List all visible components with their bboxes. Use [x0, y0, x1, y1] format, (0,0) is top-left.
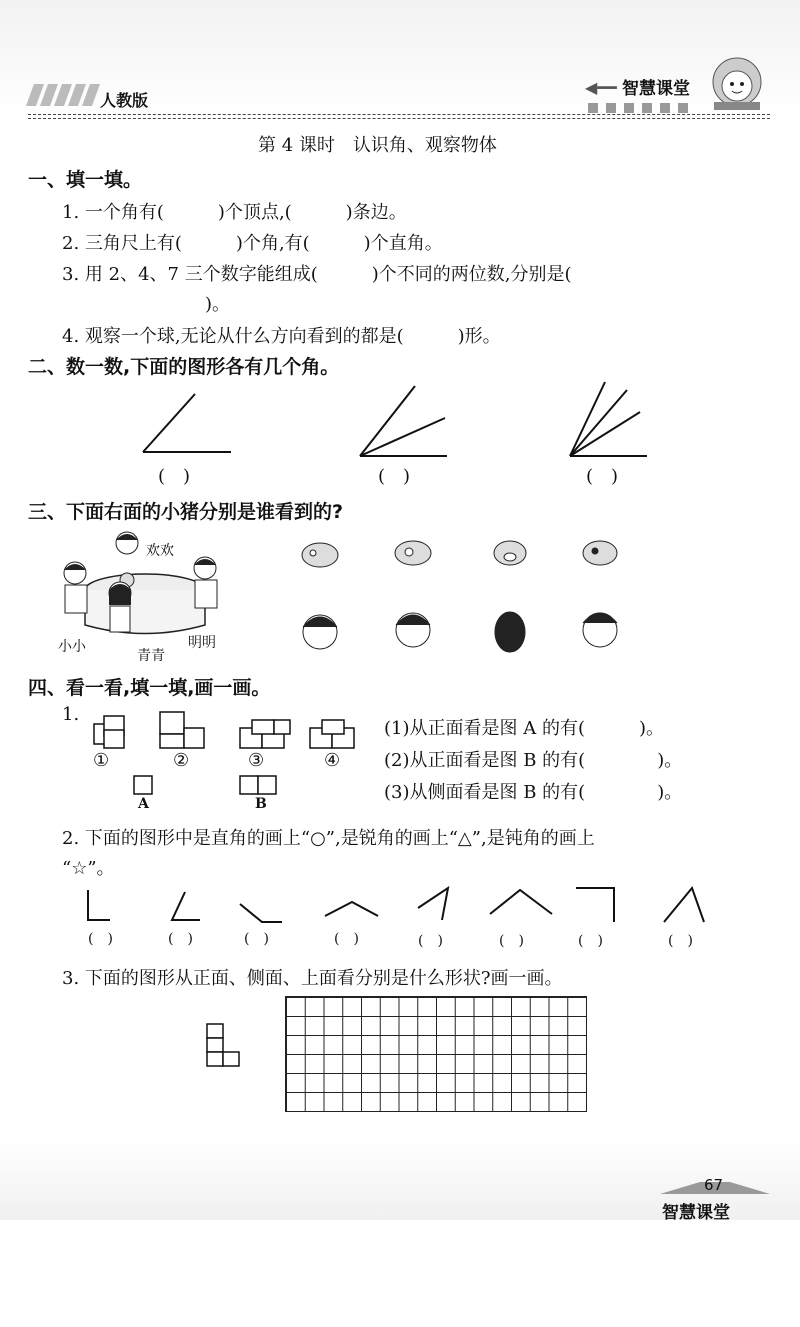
header-stripes [30, 84, 100, 110]
s4-q1-number: 1. [62, 704, 80, 725]
s4-q1-item-3: (3)从侧面看是图 B 的有( )。 [384, 782, 683, 803]
angle-figure-1 [143, 394, 231, 452]
angle-figure-a [88, 890, 110, 920]
cube-figure-1-icon [94, 716, 124, 748]
section4-title: 四、看一看,填一填,画一画。 [28, 677, 271, 699]
figure-label-3: ③ [248, 750, 265, 771]
view-a-square-icon [134, 776, 152, 794]
angle-type-blank-7[interactable]: ( ) [578, 933, 603, 949]
cube-figure-4-icon [310, 720, 354, 748]
view-label-a: A [138, 796, 149, 812]
angle-figure-e [418, 888, 448, 920]
angle-type-blank-4[interactable]: ( ) [334, 931, 359, 947]
header-divider [28, 114, 770, 115]
view-b-squares-icon [240, 776, 276, 794]
drawing-grid[interactable] [285, 996, 587, 1112]
section3-title: 三、下面右面的小猪分别是谁看到的? [28, 501, 344, 523]
name-huanhuan: 欢欢 [146, 543, 174, 559]
angle-figure-f [490, 890, 552, 914]
angle-figure-b [172, 892, 200, 920]
angle-figure-d [325, 902, 378, 916]
lesson-title: 第 4 课时 认识角、观察物体 [258, 135, 497, 156]
angle-figure-3 [570, 382, 647, 456]
figure-label-1: ① [93, 750, 110, 771]
angle-figure-h [664, 888, 704, 922]
pig-view-4-icon [583, 541, 617, 565]
pig-and-face-views [295, 535, 635, 665]
mascot-girl-icon [706, 54, 768, 112]
angle-type-figures [80, 882, 720, 930]
s1-question-3-cont: )。 [205, 294, 231, 315]
face-2-icon [396, 613, 430, 647]
angle-figure-2 [360, 386, 447, 456]
arrow-icon: ◀━━ [585, 78, 617, 97]
pig-view-2-icon [395, 541, 431, 565]
s1-question-1: 1. 一个角有( )个顶点,( )条边。 [62, 202, 407, 223]
s4-q1-item-1: (1)从正面看是图 A 的有( )。 [384, 718, 664, 739]
face-4-icon [583, 613, 617, 647]
angle-figure-g [576, 888, 614, 922]
pig-view-1-icon [302, 543, 338, 567]
name-mingming: 明明 [188, 635, 216, 651]
s1-question-4: 4. 观察一个球,无论从什么方向看到的都是( )形。 [62, 326, 501, 347]
figure-label-2: ② [173, 750, 190, 771]
cube-figure-2-icon [160, 712, 204, 748]
face-1-icon [303, 615, 337, 649]
name-qingqing: 青青 [137, 648, 165, 664]
view-label-b: B [255, 796, 267, 812]
angle-count-blank-1[interactable]: ( ) [158, 466, 191, 487]
edition-label: 人教版 [100, 91, 149, 110]
stacked-cubes-icon [203, 1020, 243, 1068]
angle-type-blank-6[interactable]: ( ) [499, 933, 524, 949]
angle-count-blank-2[interactable]: ( ) [378, 466, 411, 487]
angle-type-blank-3[interactable]: ( ) [244, 931, 269, 947]
section2-title: 二、数一数,下面的图形各有几个角。 [28, 356, 340, 378]
header-divider-2 [28, 118, 770, 119]
footer-brand: 智慧课堂 [662, 1203, 730, 1223]
angle-type-blank-8[interactable]: ( ) [668, 933, 693, 949]
s1-question-3: 3. 用 2、4、7 三个数字能组成( )个不同的两位数,分别是( [62, 264, 572, 285]
angle-count-blank-3[interactable]: ( ) [586, 466, 619, 487]
angle-figures [135, 380, 675, 465]
s4-q2-text-cont: “☆”。 [62, 858, 115, 879]
section1-title: 一、填一填。 [28, 169, 143, 191]
angle-type-blank-2[interactable]: ( ) [168, 931, 193, 947]
angle-type-blank-5[interactable]: ( ) [418, 933, 443, 949]
brand-title: 智慧课堂 [622, 79, 690, 99]
angle-type-blank-1[interactable]: ( ) [88, 931, 113, 947]
s4-q1-item-2: (2)从正面看是图 B 的有( )。 [384, 750, 683, 771]
s4-q2-text: 2. 下面的图形中是直角的画上“○”,是锐角的画上“△”,是钝角的画上 [62, 828, 595, 849]
figure-label-4: ④ [324, 750, 341, 771]
s4-q3-text: 3. 下面的图形从正面、侧面、上面看分别是什么形状?画一画。 [62, 968, 563, 989]
angle-figure-c [240, 904, 282, 922]
name-xiaoxiao: 小小 [58, 639, 86, 655]
pig-view-3-icon [494, 541, 526, 565]
face-3-back-of-head-icon [495, 612, 525, 652]
s1-question-2: 2. 三角尺上有( )个角,有( )个直角。 [62, 233, 443, 254]
page-number: 67 [704, 1176, 724, 1194]
cube-figure-3-icon [240, 720, 290, 748]
